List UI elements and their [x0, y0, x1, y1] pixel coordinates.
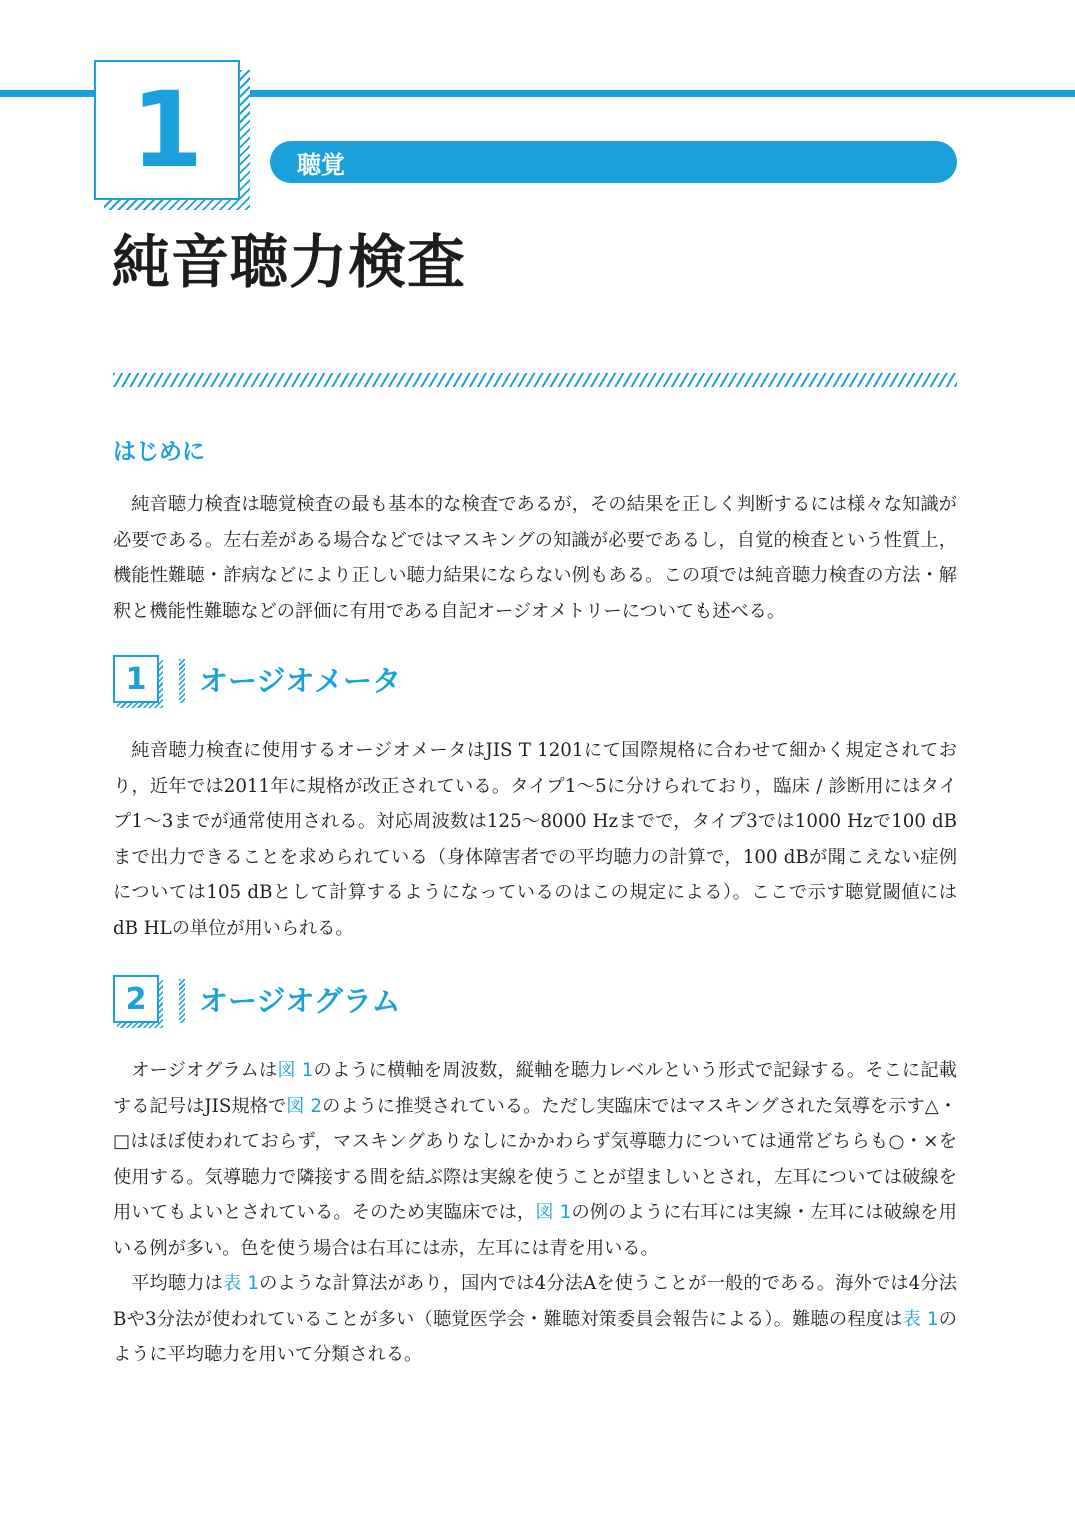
text-run: のように推奨されている。ただし実臨床ではマスキングされた気導を示す△・□はほぼ使われておらず，マスキングありなしにかかわらず気導聴力については通常どちらも○・×を使用する。気導聴力で隣接する間を結ぶ際は実線を使うことが望ましいとされ，左耳については破線を用いてもよいとされている。そのため実臨床では，: [113, 1095, 958, 1223]
text-run: のように平均聴力を用いて分類される。: [113, 1308, 957, 1365]
text-run: 平均聴力は: [131, 1273, 224, 1294]
page-title: 純音聴力検査: [112, 228, 467, 296]
figure-1-link[interactable]: 図 1: [535, 1202, 572, 1223]
category-label: 聴覚: [297, 150, 345, 179]
intro-paragraph: 純音聴力検査は聴覚検査の最も基本的な検査であるが，その結果を正しく判断するには様々な知識が必要である。左右差がある場合などではマスキングの知識が必要であるし，自覚的検査という性質上，機能性難聴・詐病などにより正しい聴力結果にならない例もある。この項では純音聴力検査の方法・解釈と機能性難聴などの評価に有用である自記オージオメトリーについても述べる。: [113, 494, 957, 622]
section-bar: [179, 979, 185, 1023]
section-number-1: 1: [113, 655, 159, 703]
table-1-link[interactable]: 表 1: [223, 1273, 259, 1294]
section-title-2: オージオグラム: [199, 984, 401, 1018]
chapter-number-box: [94, 60, 240, 200]
hatch-divider: [113, 373, 957, 387]
section-1-paragraph: 純音聴力検査に使用するオージオメータはJIS T 1201にて国際規格に合わせて細かく規定されており，近年では2011年に規格が改正されている。タイプ1〜5に分けられており，臨床 / 診断用にはタイプ1〜3までが通常使用される。対応周波数は125〜8000 Hzまでで，タイプ3では1000 Hzで100 dBまで出力できることを求められている（身体障害者での平均聴力の計算で，100 dBが聞こえない症例については105 dBとして計算するようになっているのはこの規定による）。ここで示す聴覚閾値にはdB HLの単位が用いられる。: [113, 740, 958, 939]
section-title-1: オージオメータ: [199, 664, 402, 698]
figure-1-link[interactable]: 図 1: [277, 1060, 314, 1081]
text-run: のように横軸を周波数，縦軸を聴力レベルという形式で記録する。そこに記載する記号はJIS規格で: [113, 1060, 957, 1117]
section-2-paragraph-1: [113, 1053, 957, 1266]
section-2-paragraph-2: [113, 1266, 957, 1373]
section-heading-1: [113, 655, 713, 707]
chapter-number: 1: [130, 69, 204, 191]
figure-2-link[interactable]: 図 2: [286, 1095, 322, 1117]
intro-heading: はじめに: [113, 439, 205, 465]
text-run: オージオグラムは: [131, 1060, 278, 1081]
table-1-link[interactable]: 表 1: [902, 1308, 939, 1330]
section-heading-2: [113, 975, 713, 1027]
text-run: のような計算法があり，国内では4分法Aを使うことが一般的である。海外では4分法Bや3分法が使われていることが多い（聴覚医学会・難聴対策委員会報告による）。難聴の程度は: [113, 1273, 957, 1330]
category-pill: [270, 141, 957, 183]
text-run: の例のように右耳には実線・左耳には破線を用いる例が多い。色を使う場合は右耳には赤，左耳には青を用いる。: [113, 1202, 957, 1259]
section-bar: [179, 659, 185, 703]
section-number-2: 2: [113, 975, 159, 1023]
